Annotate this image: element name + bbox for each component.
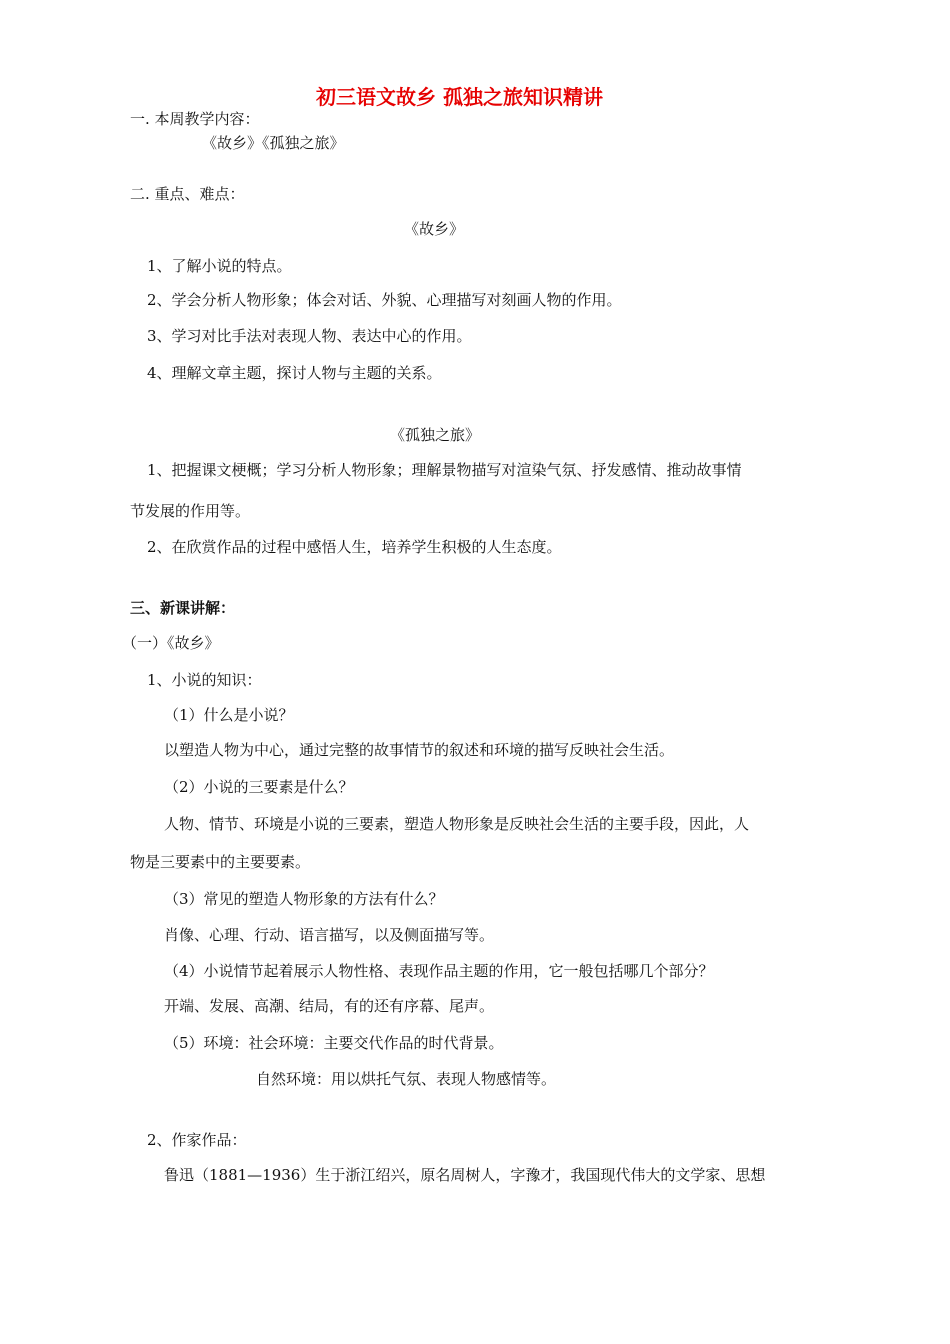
section-2-item: 4、理解文章主题，探讨人物与主题的关系。 [147, 364, 442, 382]
section-2-item: 1、了解小说的特点。 [147, 257, 292, 275]
question: （5）环境：社会环境：主要交代作品的时代背景。 [164, 1034, 504, 1052]
answer: 肖像、心理、行动、语言描写，以及侧面描写等。 [164, 926, 495, 944]
document-title: 初三语文故乡 孤独之旅知识精讲 [316, 85, 603, 109]
section-2-item: 2、学会分析人物形象；体会对话、外貌、心理描写对刻画人物的作用。 [147, 291, 622, 309]
knowledge-heading: 2、作家作品： [147, 1131, 247, 1149]
answer: 自然环境：用以烘托气氛、表现人物感情等。 [256, 1070, 557, 1088]
answer-continued: 物是三要素中的主要要素。 [130, 853, 311, 871]
section-1-content: 《故乡》《孤独之旅》 [202, 134, 345, 152]
answer: 以塑造人物为中心，通过完整的故事情节的叙述和环境的描写反映社会生活。 [164, 741, 675, 759]
question: （1）什么是小说？ [164, 706, 294, 724]
answer: 鲁迅（1881—1936）生于浙江绍兴，原名周树人，字豫才，我国现代伟大的文学家、思想 [164, 1166, 766, 1184]
section-2-item: 3、学习对比手法对表现人物、表达中心的作用。 [147, 327, 472, 345]
section-1-heading: 一. 本周教学内容： [130, 110, 260, 128]
knowledge-heading: 1、小说的知识： [147, 671, 262, 689]
answer: 人物、情节、环境是小说的三要素，塑造人物形象是反映社会生活的主要手段，因此，人 [164, 815, 750, 833]
question: （3）常见的塑造人物形象的方法有什么？ [164, 890, 444, 908]
question: （2）小说的三要素是什么？ [164, 778, 354, 796]
section-2-subtitle-guxiang: 《故乡》 [404, 220, 465, 238]
section-2-heading: 二. 重点、难点： [130, 185, 245, 203]
section-3-heading: 三、新课讲解： [130, 599, 236, 617]
section-3-part-1: （一）《故乡》 [122, 634, 220, 652]
answer: 开端、发展、高潮、结局，有的还有序幕、尾声。 [164, 997, 495, 1015]
section-2-item-continued: 节发展的作用等。 [130, 502, 251, 520]
section-2-item: 1、把握课文梗概；学习分析人物形象；理解景物描写对渲染气氛、抒发感情、推动故事情 [147, 461, 742, 479]
section-2-subtitle-gudu: 《孤独之旅》 [390, 426, 481, 444]
question: （4）小说情节起着展示人物性格、表现作品主题的作用，它一般包括哪几个部分？ [164, 962, 714, 980]
section-2-item: 2、在欣赏作品的过程中感悟人生，培养学生积极的人生态度。 [147, 538, 562, 556]
